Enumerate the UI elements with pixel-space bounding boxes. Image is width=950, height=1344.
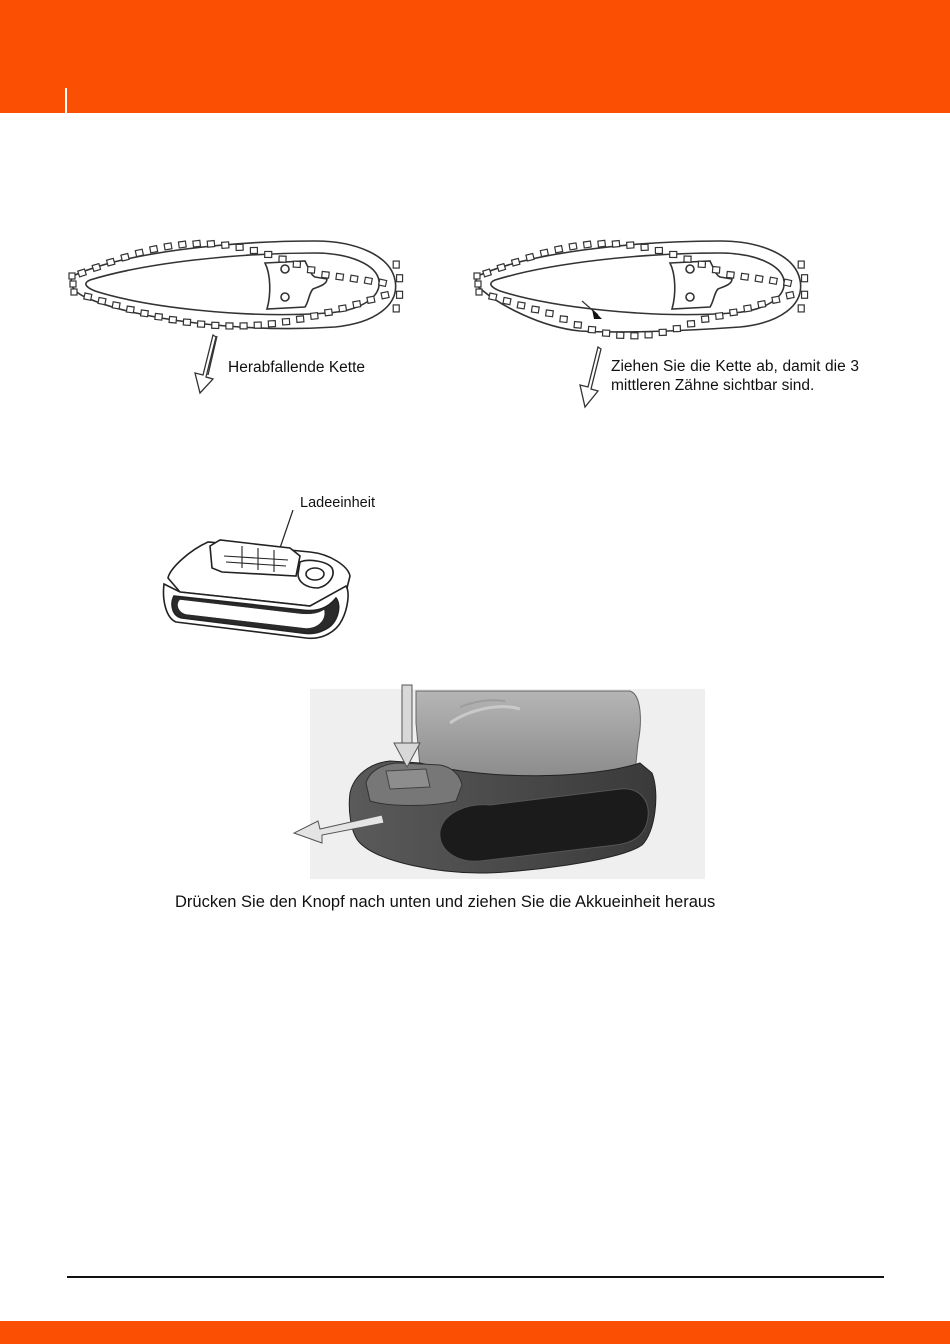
down-arrow-icon — [580, 347, 601, 407]
header-tick — [65, 88, 67, 113]
pull-chain-caption: Ziehen Sie die Kette ab, damit die 3 mittleren Zähne sichtbar sind. — [611, 358, 859, 394]
charging-unit-label: Ladeeinheit — [300, 495, 375, 511]
footer-band — [0, 1321, 950, 1344]
battery-release-illustration — [290, 683, 710, 883]
header-band — [0, 0, 950, 113]
falling-chain-caption: Herabfallende Kette — [228, 359, 366, 376]
footer-rule — [67, 1276, 884, 1278]
release-battery-caption: Drücken Sie den Knopf nach unten und ziehen Sie die Akkueinheit heraus — [175, 893, 716, 911]
battery-pack-illustration — [160, 510, 360, 645]
down-arrow-icon — [195, 335, 217, 393]
